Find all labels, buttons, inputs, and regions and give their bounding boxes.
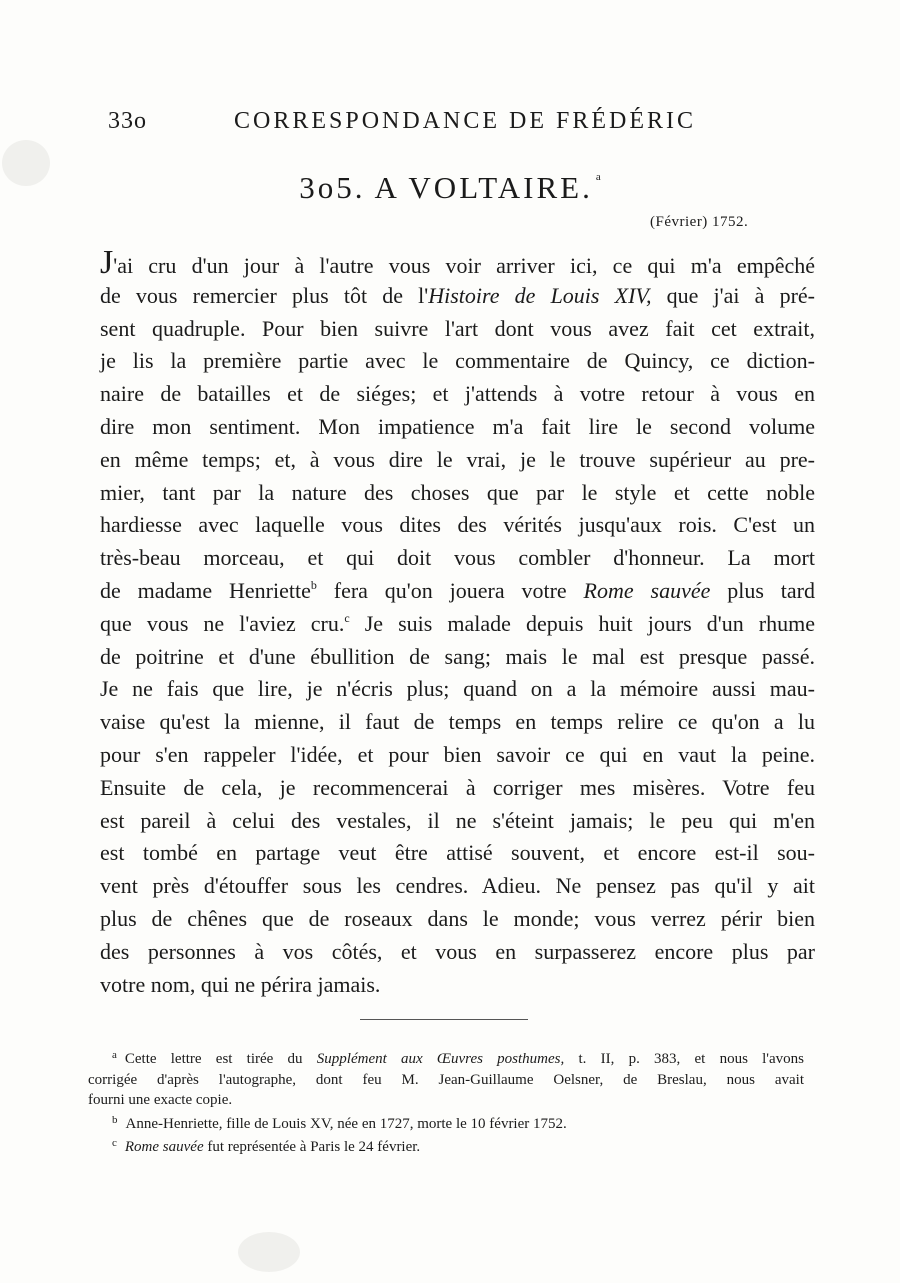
play-title: Rome sauvée <box>583 577 711 603</box>
footnote-ref-c: c <box>344 610 350 625</box>
body-line: plus de chênes que de roseaux dans le monde; vous verrez périr bien <box>100 905 815 931</box>
body-line: mier, tant par la nature des choses que par le style et cette noble <box>100 479 815 505</box>
footnote-divider <box>360 1019 528 1020</box>
footnote-a: $^a$ Cette lettre est tirée du Supplément aux Œuvres posthumes, t. II, p. 383, et nous l'avons <box>112 1049 804 1067</box>
footnote-marker: b <box>112 1113 118 1126</box>
footnote-marker: c <box>112 1137 117 1149</box>
footnote-ref-a: a <box>595 171 601 183</box>
body-line: vent près d'étouffer sous les cendres. Adieu. Ne pensez pas qu'il y ait <box>100 873 815 899</box>
body-line: de poitrine et d'une ébullition de sang; mais le mal est presque passé. <box>100 643 815 669</box>
body-line: que vous ne l'aviez cru.$^c$ Je suis malade depuis huit jours d'un rhume <box>100 610 815 636</box>
body-line: pour s'en rappeler l'idée, et pour bien savoir ce qui en vaut la peine. <box>100 741 815 767</box>
body-line: naire de batailles et de siéges; et j'attends à votre retour à vous en <box>100 381 815 407</box>
body-line: vaise qu'est la mienne, il faut de temps en temps relire ce qu'on a lu <box>100 709 815 735</box>
footnote-marker: a <box>112 1049 117 1061</box>
letter-body <box>100 244 815 1001</box>
body-line: J'ai cru d'un jour à l'autre vous voir arriver ici, ce qui m'a empêché <box>100 244 815 281</box>
letter-date: (Février) 1752. <box>650 214 749 230</box>
body-line: de vous remercier plus tôt de l'Histoire de Louis XIV, que j'ai à pré- <box>100 282 815 308</box>
body-line: hardiesse avec laquelle vous dites des vérités jusqu'aux rois. C'est un <box>100 512 815 538</box>
footnote-a-continued: fourni une exacte copie. <box>88 1092 233 1108</box>
footnote-a-continued: corrigée d'après l'autographe, dont feu M. Jean-Guillaume Oelsner, de Breslau, nous avait <box>88 1071 804 1088</box>
body-line: sent quadruple. Pour bien suivre l'art dont vous avez fait cet extrait, <box>100 315 815 341</box>
paper-smudge <box>238 1232 300 1272</box>
body-line: est tombé en partage veut être attisé souvent, et encore est-il sou- <box>100 840 815 866</box>
page-number: 33o <box>108 108 147 134</box>
footnotes <box>88 1049 804 1158</box>
letter-title-text: 3o5. A VOLTAIRE. <box>299 170 593 205</box>
letter-title <box>0 170 900 206</box>
body-line: très-beau morceau, et qui doit vous combler d'honneur. La mort <box>100 545 815 571</box>
body-line: je lis la première partie avec le commentaire de Quincy, ce diction- <box>100 348 815 374</box>
page-header <box>108 108 708 142</box>
body-line: des personnes à vos côtés, et vous en surpasserez encore plus par <box>100 938 815 964</box>
footnote-b: $^b$ Anne-Henriette, fille de Louis XV, née en 1727, morte le 10 février 1752. <box>112 1113 567 1132</box>
body-line: de madame Henriette$^b$ fera qu'on jouera votre Rome sauvée plus tard <box>100 577 815 603</box>
body-line: Je ne fais que lire, je n'écris plus; quand on a la mémoire aussi mau- <box>100 676 815 702</box>
body-line: Ensuite de cela, je recommencerai à corriger mes misères. Votre feu <box>100 774 815 800</box>
footnote-c: $^c$ Rome sauvée fut représentée à Paris le 24 février. <box>112 1137 421 1155</box>
body-line: dire mon sentiment. Mon impatience m'a fait lire le second volume <box>100 413 815 439</box>
initial-letter: J <box>100 244 114 281</box>
body-line: est pareil à celui des vestales, il ne s'éteint jamais; le peu qui m'en <box>100 807 815 833</box>
body-line: votre nom, qui ne périra jamais. <box>100 971 381 997</box>
body-line: en même temps; et, à vous dire le vrai, je le trouve supérieur au pre- <box>100 446 815 472</box>
footnote-ref-b: b <box>310 577 317 592</box>
running-title: CORRESPONDANCE DE FRÉDÉRIC <box>234 108 697 134</box>
book-title: Histoire de Louis XIV, <box>428 282 652 308</box>
